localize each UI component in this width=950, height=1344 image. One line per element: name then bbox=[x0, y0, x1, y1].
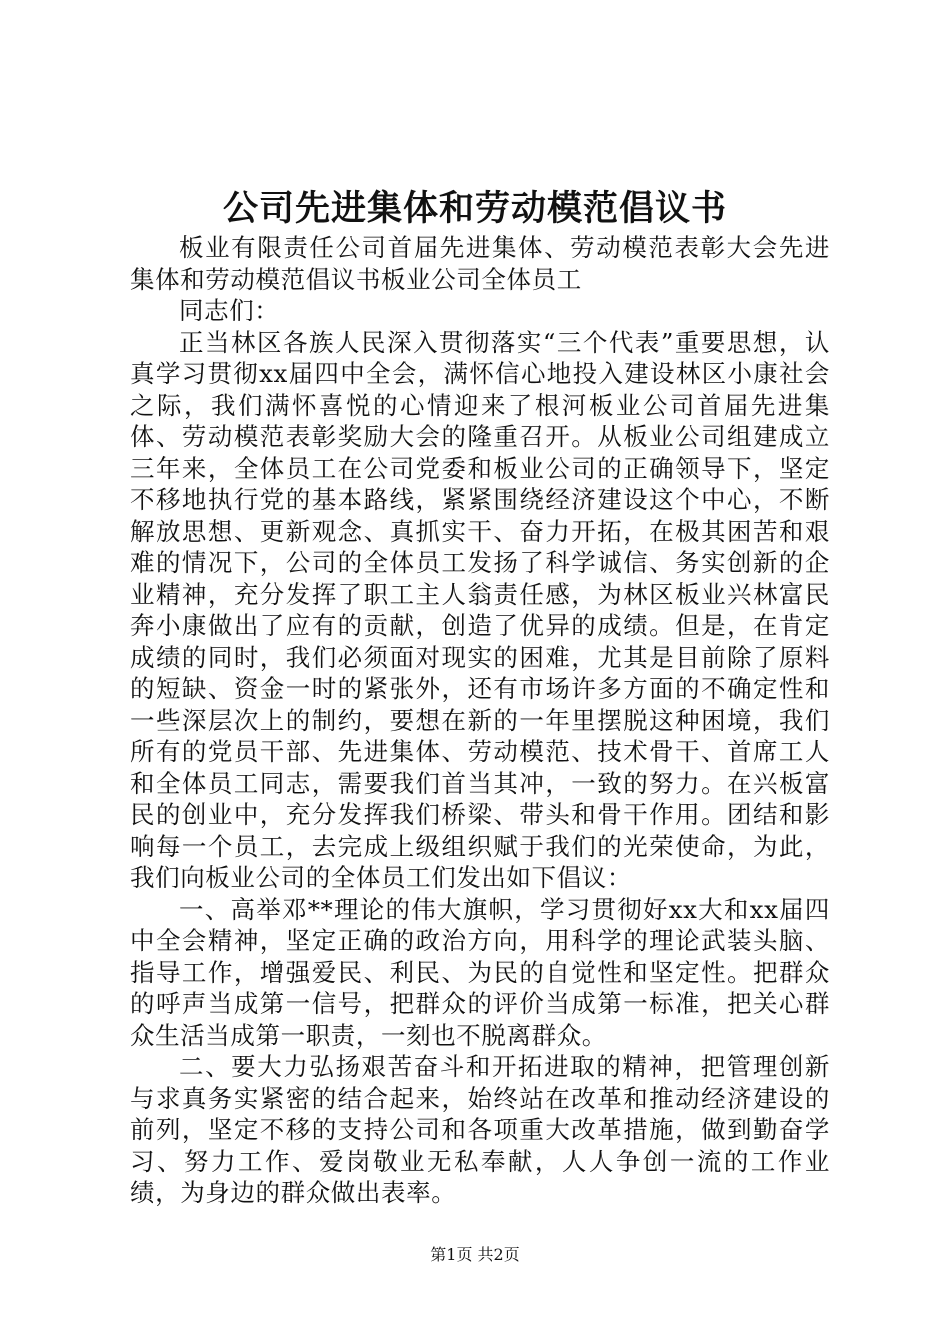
document-title: 公司先进集体和劳动模范倡议书 bbox=[222, 188, 727, 229]
salutation-paragraph: 同志们： bbox=[179, 296, 280, 325]
intro-paragraph: 板业有限责任公司首届先进集体、劳动模范表彰大会先进集体和劳动模范倡议书板业公司全体员工 bbox=[130, 233, 830, 294]
main-paragraph: 正当林区各族人民深入贯彻落实“三个代表”重要思想，认真学习贯彻xx届四中全会，满怀信心地投入建设林区小康社会之际，我们满怀喜悦的心情迎来了根河板业公司首届先进集体、劳动模范表彰奖励大会的隆重召开。从板业公司组建成立三年来，全体员工在公司党委和板业公司的正确领导下，坚定不移地执行党的基本路线，紧紧围绕经济建设这个中心，不断解放思想、更新观念、真抓实干、奋力开拓，在极其困苦和艰难的情况下，公司的全体员工发扬了科学诚信、务实创新的企业精神，充分发挥了职工主人翁责任感，为林区板业兴林富民奔小康做出了应有的贡献，创造了优异的成绩。但是，在肯定成绩的同时，我们必须面对现实的困难，尤其是目前除了原料的短缺、资金一时的紧张外，还有市场许多方面的不确定性和一些深层次上的制约，要想在新的一年里摆脱这种困境，我们所有的党员干部、先进集体、劳动模范、技术骨干、首席工人和全体员工同志，需要我们首当其冲，一致的努力。在兴板富民的创业中，充分发挥我们桥梁、带头和骨干作用。团结和影响每一个员工，去完成上级组织赋于我们的光荣使命，为此，我们向板业公司的全体员工们发出如下倡议： bbox=[130, 327, 830, 892]
proposal-item-1: 一、高举邓**理论的伟大旗帜，学习贯彻好xx大和xx届四中全会精神，坚定正确的政治方向，用科学的理论武装头脑、指导工作，增强爱民、利民、为民的自觉性和坚定性。把群众的呼声当成第一信号，把群众的评价当成第一标准，把关心群众生活当成第一职责，一刻也不脱离群众。 bbox=[130, 894, 830, 1050]
document-body bbox=[130, 232, 830, 1209]
page-number-footer: 第1页 共2页 bbox=[430, 1245, 520, 1264]
proposal-item-2: 二、要大力弘扬艰苦奋斗和开拓进取的精神，把管理创新与求真务实紧密的结合起来，始终站在改革和推动经济建设的前列，坚定不移的支持公司和各项重大改革措施，做到勤奋学习、努力工作、爱岗敬业无私奉献，人人争创一流的工作业绩，为身边的群众做出表率。 bbox=[130, 1052, 830, 1207]
